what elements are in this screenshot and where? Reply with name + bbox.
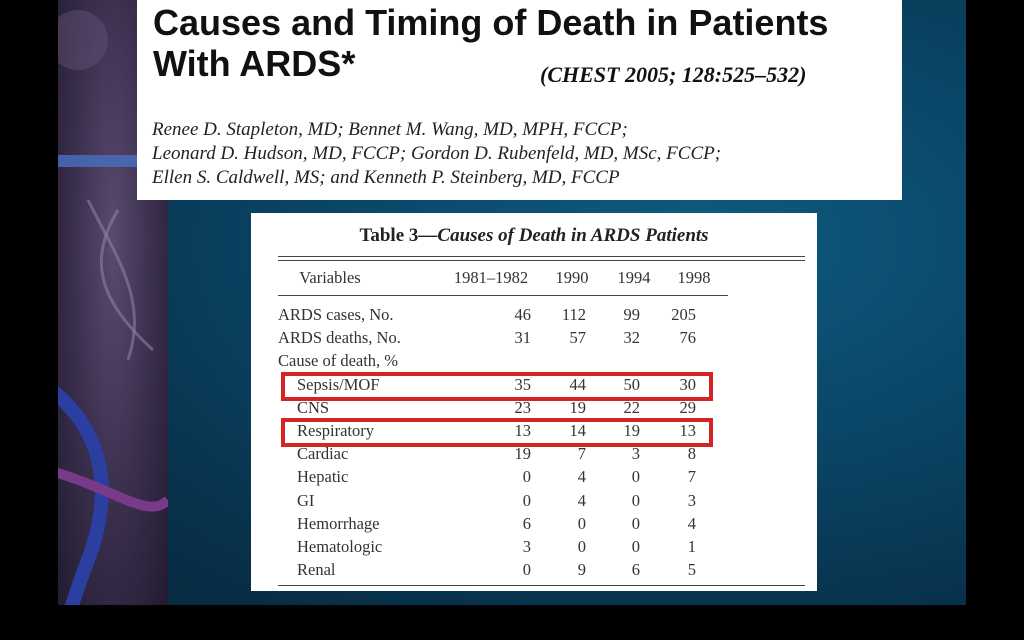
column-header: 1981–1982 <box>453 268 529 287</box>
table-row-label: Respiratory <box>297 421 374 440</box>
table-cell: 8 <box>687 444 696 464</box>
table-cell: 0 <box>631 513 640 533</box>
slide-background <box>58 0 966 605</box>
header-panel <box>137 0 902 200</box>
author-line: Ellen S. Caldwell, MS; and Kenneth P. Steinberg, MD, FCCP <box>152 167 620 188</box>
table-cell: 1 <box>687 537 696 556</box>
column-header: Variables <box>299 268 361 287</box>
table-cell: 4 <box>687 513 696 533</box>
table-cell: 13 <box>514 421 531 440</box>
table-cell: 19 <box>514 444 531 464</box>
table-cell: 0 <box>522 560 531 580</box>
table-cell: 4 <box>577 467 586 487</box>
table-cell: 35 <box>514 374 531 394</box>
table-cell: 31 <box>514 328 531 348</box>
table-row-label: GI <box>297 490 315 510</box>
table-cell: 3 <box>631 444 640 464</box>
table-cell: 0 <box>631 537 640 556</box>
table-cell: 44 <box>569 374 586 394</box>
table-title-prefix: Table 3— <box>359 225 438 246</box>
table-cell: 0 <box>631 490 640 510</box>
table-rule-top-double <box>278 260 805 261</box>
table-cell: 32 <box>623 328 640 348</box>
table-cell: 9 <box>577 560 586 580</box>
table-cell: 22 <box>623 397 640 417</box>
table-row-label: Cardiac <box>297 444 349 464</box>
table-cell: 7 <box>577 444 586 464</box>
table-rule-header <box>278 295 728 296</box>
table-row-label: Sepsis/MOF <box>297 374 380 394</box>
table-row-label: Cause of death, % <box>278 351 399 371</box>
highlight-box <box>281 372 713 401</box>
column-header: 1990 <box>555 268 589 287</box>
table-cell: 7 <box>687 467 696 487</box>
table-cell: 0 <box>631 467 640 487</box>
highlight-box <box>281 418 713 447</box>
table-cell: 6 <box>522 513 531 533</box>
table-cell: 46 <box>514 305 531 324</box>
table-cell: 0 <box>577 537 586 556</box>
table-rule-top <box>278 256 805 257</box>
author-line: Leonard D. Hudson, MD, FCCP; Gordon D. Rubenfeld, MD, MSc, FCCP; <box>152 143 722 164</box>
table-cell: 14 <box>569 421 586 440</box>
table-cell: 0 <box>522 467 531 487</box>
table-row-label: Hepatic <box>297 467 349 487</box>
table-cell: 19 <box>569 397 586 417</box>
table-title-italic: Causes of Death in ARDS Patients <box>437 225 709 246</box>
table-row-label: Renal <box>297 560 336 580</box>
journal-citation: (CHEST 2005; 128:525–532) <box>540 62 807 87</box>
table-title <box>251 225 817 247</box>
table-cell: 30 <box>679 374 696 394</box>
table-cell: 5 <box>687 560 696 580</box>
table-cell: 0 <box>577 513 586 533</box>
table-row-label: CNS <box>297 397 330 417</box>
table-cell: 13 <box>679 421 696 440</box>
table-cell: 23 <box>514 397 531 417</box>
page-title: Causes and Timing of Death in Patients With ARDS* <box>153 2 829 84</box>
table-cell: 3 <box>687 490 696 510</box>
table-row-label: ARDS deaths, No. <box>278 328 401 348</box>
table-rule-bottom <box>278 585 805 586</box>
table-cell: 50 <box>623 374 640 394</box>
table-cell: 3 <box>522 537 531 556</box>
table-cell: 19 <box>623 421 640 440</box>
table-cell: 99 <box>623 305 640 324</box>
table-row-label: ARDS cases, No. <box>278 305 394 324</box>
table-cell: 4 <box>577 490 586 510</box>
column-header: 1998 <box>677 268 711 287</box>
table-cell: 57 <box>569 328 586 348</box>
table-row-label: Hemorrhage <box>297 513 380 533</box>
table-cell: 205 <box>671 305 696 324</box>
table-cell: 112 <box>561 305 586 324</box>
table-cell: 76 <box>679 328 696 348</box>
table-panel <box>251 213 817 591</box>
column-header: 1994 <box>617 268 651 287</box>
author-line: Renee D. Stapleton, MD; Bennet M. Wang, MD, MPH, FCCP; <box>152 119 628 140</box>
author-list <box>152 118 892 190</box>
table-row-label: Hematologic <box>297 537 383 556</box>
table-cell: 6 <box>631 560 640 580</box>
table-cell: 29 <box>679 397 696 417</box>
table-cell: 0 <box>522 490 531 510</box>
